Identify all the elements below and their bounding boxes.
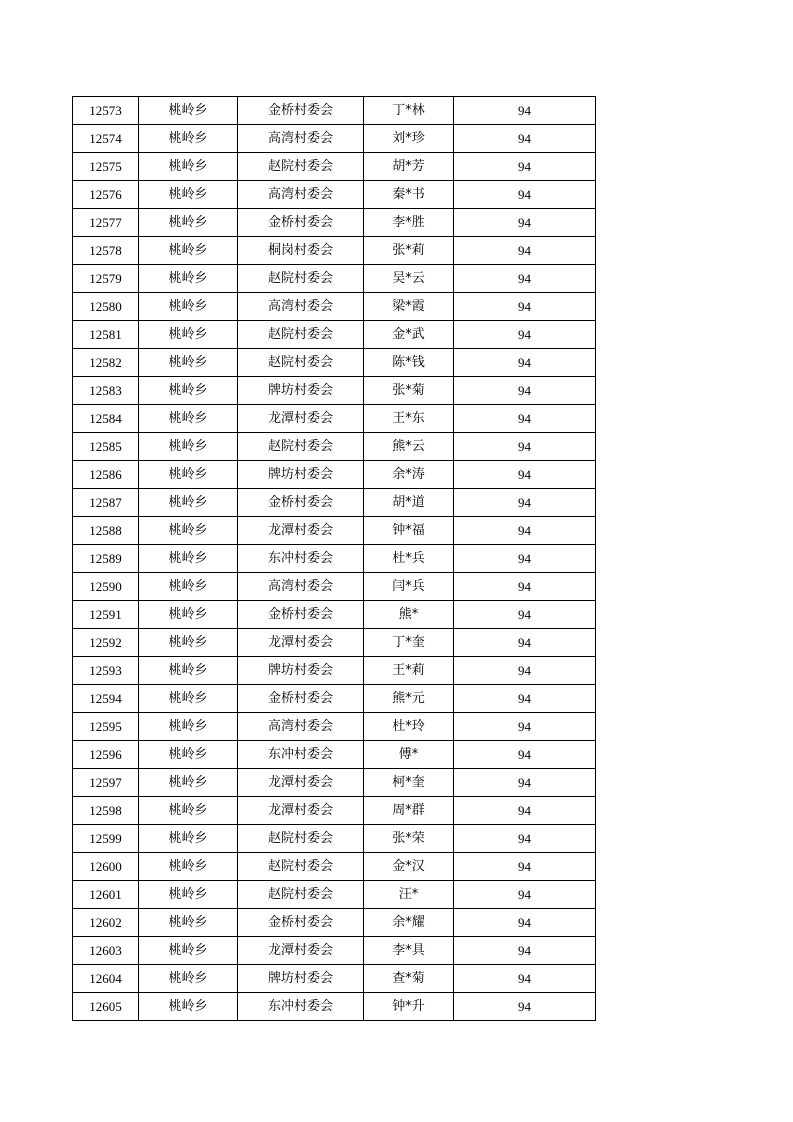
cell-village-committee: 高湾村委会 — [238, 293, 364, 321]
cell-score: 94 — [454, 237, 596, 265]
cell-township: 桃岭乡 — [139, 125, 238, 153]
table-row — [73, 153, 596, 181]
cell-serial-number: 12593 — [73, 657, 139, 685]
cell-serial-number: 12581 — [73, 321, 139, 349]
cell-serial-number: 12599 — [73, 825, 139, 853]
cell-township: 桃岭乡 — [139, 545, 238, 573]
cell-score: 94 — [454, 741, 596, 769]
cell-person-name: 吴*云 — [364, 265, 454, 293]
cell-village-committee: 牌坊村委会 — [238, 377, 364, 405]
cell-score: 94 — [454, 153, 596, 181]
cell-score: 94 — [454, 825, 596, 853]
table-row — [73, 321, 596, 349]
cell-serial-number: 12600 — [73, 853, 139, 881]
cell-person-name: 王*东 — [364, 405, 454, 433]
cell-village-committee: 桐岗村委会 — [238, 237, 364, 265]
cell-township: 桃岭乡 — [139, 601, 238, 629]
cell-township: 桃岭乡 — [139, 769, 238, 797]
cell-score: 94 — [454, 265, 596, 293]
cell-village-committee: 赵院村委会 — [238, 153, 364, 181]
cell-person-name: 张*荣 — [364, 825, 454, 853]
cell-score: 94 — [454, 629, 596, 657]
cell-person-name: 秦*书 — [364, 181, 454, 209]
cell-score: 94 — [454, 97, 596, 125]
table-row — [73, 853, 596, 881]
table-row — [73, 237, 596, 265]
cell-score: 94 — [454, 685, 596, 713]
cell-village-committee: 赵院村委会 — [238, 433, 364, 461]
cell-township: 桃岭乡 — [139, 293, 238, 321]
table-row — [73, 909, 596, 937]
cell-township: 桃岭乡 — [139, 433, 238, 461]
cell-serial-number: 12597 — [73, 769, 139, 797]
table-row — [73, 713, 596, 741]
cell-village-committee: 东冲村委会 — [238, 741, 364, 769]
cell-village-committee: 赵院村委会 — [238, 265, 364, 293]
cell-serial-number: 12578 — [73, 237, 139, 265]
cell-person-name: 李*具 — [364, 937, 454, 965]
table-row — [73, 797, 596, 825]
cell-serial-number: 12584 — [73, 405, 139, 433]
table-row — [73, 965, 596, 993]
cell-score: 94 — [454, 517, 596, 545]
cell-serial-number: 12594 — [73, 685, 139, 713]
cell-village-committee: 金桥村委会 — [238, 97, 364, 125]
cell-serial-number: 12575 — [73, 153, 139, 181]
cell-score: 94 — [454, 209, 596, 237]
table-row — [73, 769, 596, 797]
cell-township: 桃岭乡 — [139, 937, 238, 965]
cell-township: 桃岭乡 — [139, 209, 238, 237]
table-row — [73, 601, 596, 629]
cell-village-committee: 高湾村委会 — [238, 713, 364, 741]
table-row — [73, 97, 596, 125]
cell-person-name: 柯*奎 — [364, 769, 454, 797]
cell-township: 桃岭乡 — [139, 405, 238, 433]
cell-serial-number: 12590 — [73, 573, 139, 601]
cell-person-name: 李*胜 — [364, 209, 454, 237]
table-row — [73, 573, 596, 601]
table-row — [73, 181, 596, 209]
table-row — [73, 629, 596, 657]
cell-score: 94 — [454, 657, 596, 685]
cell-village-committee: 金桥村委会 — [238, 489, 364, 517]
cell-serial-number: 12588 — [73, 517, 139, 545]
table-row — [73, 741, 596, 769]
cell-village-committee: 金桥村委会 — [238, 909, 364, 937]
cell-township: 桃岭乡 — [139, 377, 238, 405]
cell-township: 桃岭乡 — [139, 349, 238, 377]
cell-village-committee: 赵院村委会 — [238, 853, 364, 881]
cell-serial-number: 12589 — [73, 545, 139, 573]
table-row — [73, 517, 596, 545]
cell-serial-number: 12604 — [73, 965, 139, 993]
cell-village-committee: 东冲村委会 — [238, 545, 364, 573]
cell-person-name: 胡*道 — [364, 489, 454, 517]
cell-township: 桃岭乡 — [139, 657, 238, 685]
cell-person-name: 钟*福 — [364, 517, 454, 545]
cell-score: 94 — [454, 405, 596, 433]
cell-score: 94 — [454, 993, 596, 1021]
cell-village-committee: 龙潭村委会 — [238, 629, 364, 657]
cell-village-committee: 赵院村委会 — [238, 881, 364, 909]
cell-person-name: 金*汉 — [364, 853, 454, 881]
table-row — [73, 405, 596, 433]
cell-serial-number: 12605 — [73, 993, 139, 1021]
cell-person-name: 周*群 — [364, 797, 454, 825]
cell-village-committee: 赵院村委会 — [238, 825, 364, 853]
cell-score: 94 — [454, 853, 596, 881]
table-row — [73, 685, 596, 713]
cell-village-committee: 牌坊村委会 — [238, 461, 364, 489]
cell-score: 94 — [454, 377, 596, 405]
cell-serial-number: 12598 — [73, 797, 139, 825]
cell-person-name: 熊* — [364, 601, 454, 629]
cell-township: 桃岭乡 — [139, 629, 238, 657]
cell-serial-number: 12574 — [73, 125, 139, 153]
cell-township: 桃岭乡 — [139, 265, 238, 293]
cell-township: 桃岭乡 — [139, 97, 238, 125]
cell-score: 94 — [454, 433, 596, 461]
cell-serial-number: 12579 — [73, 265, 139, 293]
cell-person-name: 杜*玲 — [364, 713, 454, 741]
cell-score: 94 — [454, 713, 596, 741]
cell-serial-number: 12592 — [73, 629, 139, 657]
cell-person-name: 王*莉 — [364, 657, 454, 685]
cell-score: 94 — [454, 545, 596, 573]
cell-person-name: 余*耀 — [364, 909, 454, 937]
table-row — [73, 825, 596, 853]
cell-village-committee: 龙潭村委会 — [238, 517, 364, 545]
cell-score: 94 — [454, 881, 596, 909]
cell-person-name: 丁*林 — [364, 97, 454, 125]
cell-serial-number: 12576 — [73, 181, 139, 209]
cell-serial-number: 12591 — [73, 601, 139, 629]
cell-village-committee: 高湾村委会 — [238, 181, 364, 209]
cell-person-name: 张*莉 — [364, 237, 454, 265]
cell-township: 桃岭乡 — [139, 909, 238, 937]
cell-person-name: 查*菊 — [364, 965, 454, 993]
cell-township: 桃岭乡 — [139, 153, 238, 181]
cell-village-committee: 龙潭村委会 — [238, 797, 364, 825]
cell-township: 桃岭乡 — [139, 461, 238, 489]
cell-township: 桃岭乡 — [139, 881, 238, 909]
cell-township: 桃岭乡 — [139, 741, 238, 769]
cell-village-committee: 龙潭村委会 — [238, 937, 364, 965]
cell-township: 桃岭乡 — [139, 713, 238, 741]
cell-township: 桃岭乡 — [139, 489, 238, 517]
cell-township: 桃岭乡 — [139, 853, 238, 881]
cell-township: 桃岭乡 — [139, 993, 238, 1021]
cell-score: 94 — [454, 601, 596, 629]
cell-village-committee: 赵院村委会 — [238, 349, 364, 377]
cell-person-name: 傅* — [364, 741, 454, 769]
cell-person-name: 陈*钱 — [364, 349, 454, 377]
table-row — [73, 881, 596, 909]
cell-township: 桃岭乡 — [139, 181, 238, 209]
cell-serial-number: 12586 — [73, 461, 139, 489]
cell-person-name: 钟*升 — [364, 993, 454, 1021]
cell-serial-number: 12596 — [73, 741, 139, 769]
cell-serial-number: 12585 — [73, 433, 139, 461]
cell-person-name: 熊*元 — [364, 685, 454, 713]
cell-score: 94 — [454, 937, 596, 965]
cell-score: 94 — [454, 965, 596, 993]
cell-score: 94 — [454, 769, 596, 797]
cell-township: 桃岭乡 — [139, 685, 238, 713]
cell-person-name: 刘*珍 — [364, 125, 454, 153]
cell-person-name: 杜*兵 — [364, 545, 454, 573]
cell-score: 94 — [454, 321, 596, 349]
cell-score: 94 — [454, 797, 596, 825]
cell-village-committee: 高湾村委会 — [238, 125, 364, 153]
cell-person-name: 金*武 — [364, 321, 454, 349]
table-row — [73, 489, 596, 517]
cell-township: 桃岭乡 — [139, 573, 238, 601]
cell-serial-number: 12583 — [73, 377, 139, 405]
cell-village-committee: 高湾村委会 — [238, 573, 364, 601]
cell-serial-number: 12602 — [73, 909, 139, 937]
table-row — [73, 377, 596, 405]
cell-village-committee: 金桥村委会 — [238, 685, 364, 713]
cell-township: 桃岭乡 — [139, 237, 238, 265]
cell-village-committee: 金桥村委会 — [238, 601, 364, 629]
cell-score: 94 — [454, 573, 596, 601]
cell-village-committee: 东冲村委会 — [238, 993, 364, 1021]
cell-person-name: 梁*霞 — [364, 293, 454, 321]
cell-score: 94 — [454, 125, 596, 153]
cell-serial-number: 12595 — [73, 713, 139, 741]
table-row — [73, 265, 596, 293]
cell-village-committee: 牌坊村委会 — [238, 965, 364, 993]
table-row — [73, 657, 596, 685]
table-row — [73, 545, 596, 573]
cell-township: 桃岭乡 — [139, 797, 238, 825]
cell-village-committee: 牌坊村委会 — [238, 657, 364, 685]
cell-village-committee: 龙潭村委会 — [238, 769, 364, 797]
cell-score: 94 — [454, 293, 596, 321]
table-row — [73, 293, 596, 321]
cell-score: 94 — [454, 909, 596, 937]
cell-township: 桃岭乡 — [139, 517, 238, 545]
table-row — [73, 993, 596, 1021]
table-row — [73, 209, 596, 237]
cell-person-name: 丁*奎 — [364, 629, 454, 657]
table-row — [73, 349, 596, 377]
cell-person-name: 汪* — [364, 881, 454, 909]
cell-village-committee: 赵院村委会 — [238, 321, 364, 349]
cell-township: 桃岭乡 — [139, 825, 238, 853]
cell-serial-number: 12580 — [73, 293, 139, 321]
cell-serial-number: 12603 — [73, 937, 139, 965]
cell-person-name: 熊*云 — [364, 433, 454, 461]
cell-person-name: 闫*兵 — [364, 573, 454, 601]
roster-table — [72, 96, 596, 1021]
table-row — [73, 433, 596, 461]
cell-serial-number: 12577 — [73, 209, 139, 237]
cell-serial-number: 12601 — [73, 881, 139, 909]
cell-person-name: 胡*芳 — [364, 153, 454, 181]
cell-village-committee: 龙潭村委会 — [238, 405, 364, 433]
cell-serial-number: 12587 — [73, 489, 139, 517]
table-row — [73, 937, 596, 965]
cell-serial-number: 12573 — [73, 97, 139, 125]
cell-score: 94 — [454, 181, 596, 209]
cell-township: 桃岭乡 — [139, 965, 238, 993]
cell-score: 94 — [454, 489, 596, 517]
cell-score: 94 — [454, 461, 596, 489]
cell-village-committee: 金桥村委会 — [238, 209, 364, 237]
roster-table-body — [73, 97, 596, 1021]
cell-serial-number: 12582 — [73, 349, 139, 377]
cell-township: 桃岭乡 — [139, 321, 238, 349]
cell-score: 94 — [454, 349, 596, 377]
cell-person-name: 张*菊 — [364, 377, 454, 405]
table-row — [73, 461, 596, 489]
table-row — [73, 125, 596, 153]
cell-person-name: 余*涛 — [364, 461, 454, 489]
